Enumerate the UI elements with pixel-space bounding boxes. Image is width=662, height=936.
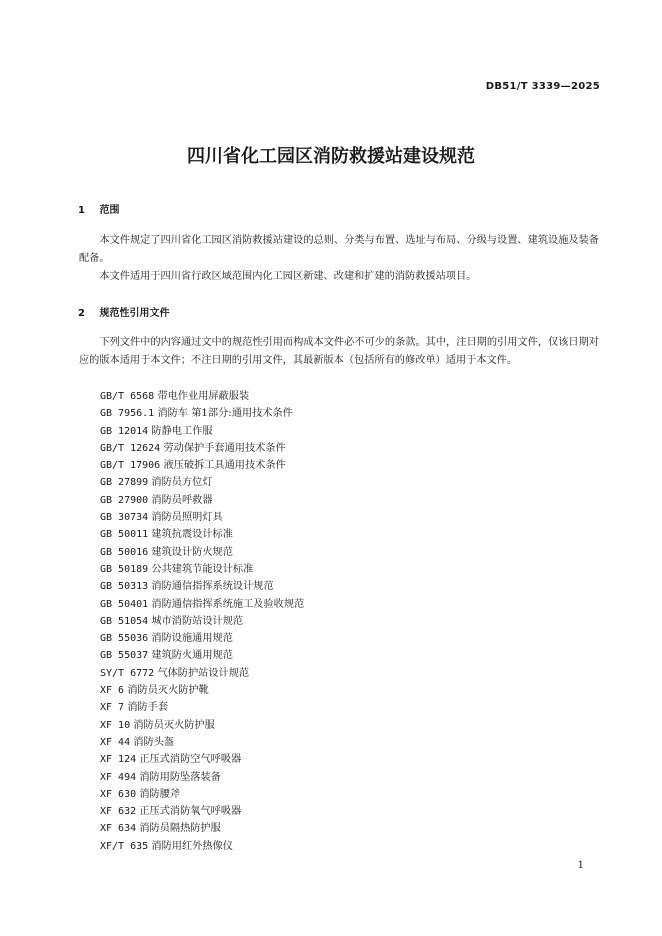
section-heading-normative-references <box>78 304 169 319</box>
reference-code: GB 12014 <box>100 425 149 437</box>
reference-code: GB 51054 <box>100 615 149 627</box>
reference-item <box>100 751 304 768</box>
reference-title: 消防手套 <box>127 702 169 714</box>
reference-code: SY/T 6772 <box>100 667 155 679</box>
reference-title: 消防用防坠落装备 <box>139 771 221 783</box>
reference-item <box>100 388 304 405</box>
scope-paragraph-1: 本文件规定了四川省化工园区消防救援站建设的总则、分类与布置、选址与布局、分级与设置、建筑设施及装备配备。 <box>79 235 599 264</box>
reference-title: 消防车 第1部分:通用技术条件 <box>157 408 293 420</box>
reference-item <box>100 682 304 699</box>
reference-title: 消防员呼救器 <box>151 494 213 506</box>
reference-code: GB/T 17906 <box>100 460 161 472</box>
reference-code: XF/T 635 <box>100 840 149 852</box>
section-title: 规范性引用文件 <box>99 308 170 319</box>
reference-item <box>100 578 304 595</box>
scope-paragraph-2: 本文件适用于四川省行政区域范围内化工园区新建、改建和扩建的消防救援站项目。 <box>99 271 477 282</box>
reference-code: GB 27900 <box>100 494 149 506</box>
reference-item <box>100 803 304 820</box>
reference-item <box>100 717 304 734</box>
reference-item <box>100 405 304 422</box>
reference-code: GB 55037 <box>100 650 149 662</box>
page-number: 1 <box>577 860 584 871</box>
reference-code: XF 124 <box>100 754 137 766</box>
reference-title: 建筑设计防火规范 <box>151 546 233 558</box>
reference-title: 消防设施通用规范 <box>151 633 233 645</box>
reference-title: 建筑防火通用规范 <box>151 650 233 662</box>
reference-list <box>100 388 304 855</box>
section-heading-scope <box>78 201 119 216</box>
reference-code: GB 7956.1 <box>100 408 155 420</box>
reference-code: GB 50401 <box>100 598 149 610</box>
section-number: 1 <box>78 205 85 216</box>
reference-code: GB/T 6568 <box>100 391 155 402</box>
reference-title: 防静电工作服 <box>151 425 213 437</box>
reference-title: 带电作业用屏蔽服装 <box>157 391 250 402</box>
reference-code: XF 632 <box>100 806 137 818</box>
reference-code: XF 6 <box>100 685 125 697</box>
reference-title: 消防腰斧 <box>139 788 181 800</box>
reference-item <box>100 596 304 613</box>
reference-title: 气体防护站设计规范 <box>157 667 250 679</box>
reference-title: 消防员灭火防护靴 <box>127 685 209 697</box>
reference-title: 消防通信指挥系统施工及验收规范 <box>151 598 305 610</box>
reference-code: GB 27899 <box>100 477 149 489</box>
reference-item <box>100 665 304 682</box>
page-title: 四川省化工园区消防救援站建设规范 <box>187 146 475 167</box>
reference-item <box>100 492 304 509</box>
reference-code: GB 30734 <box>100 512 149 524</box>
reference-code: GB/T 12624 <box>100 442 161 454</box>
reference-title: 公共建筑节能设计标准 <box>151 563 254 575</box>
reference-title: 消防员隔热防护服 <box>139 823 221 835</box>
reference-item <box>100 630 304 647</box>
section-title: 范围 <box>99 205 120 216</box>
reference-item <box>100 613 304 630</box>
reference-title: 正压式消防氧气呼吸器 <box>139 806 242 818</box>
section-number: 2 <box>78 308 85 319</box>
reference-title: 劳动保护手套通用技术条件 <box>163 442 286 454</box>
reference-item <box>100 423 304 440</box>
reference-item <box>100 561 304 578</box>
reference-item <box>100 734 304 751</box>
reference-item <box>100 838 304 855</box>
reference-code: GB 50189 <box>100 563 149 575</box>
reference-title: 城市消防站设计规范 <box>151 615 244 627</box>
reference-item <box>100 474 304 491</box>
reference-title: 消防员方位灯 <box>151 477 213 489</box>
reference-title: 建筑抗震设计标准 <box>151 529 233 541</box>
reference-item <box>100 820 304 837</box>
references-intro-paragraph: 下列文件中的内容通过文中的规范性引用而构成本文件必不可少的条款。其中，注日期的引用文件，仅该日期对应的版本适用于本文件；不注日期的引用文件，其最新版本（包括所有的修改单）适用于本文件。 <box>79 337 599 366</box>
reference-item <box>100 509 304 526</box>
reference-code: XF 630 <box>100 788 137 800</box>
standard-number: DB51/T 3339—2025 <box>485 81 600 92</box>
reference-title: 消防员照明灯具 <box>151 512 223 524</box>
reference-code: XF 7 <box>100 702 125 714</box>
reference-item <box>100 699 304 716</box>
reference-title: 消防通信指挥系统设计规范 <box>151 581 274 593</box>
reference-title: 消防员灭火防护服 <box>133 719 215 731</box>
reference-item <box>100 769 304 786</box>
reference-code: GB 50011 <box>100 529 149 541</box>
reference-item <box>100 647 304 664</box>
reference-item <box>100 544 304 561</box>
reference-code: XF 494 <box>100 771 137 783</box>
reference-code: XF 634 <box>100 823 137 835</box>
reference-code: XF 44 <box>100 736 131 748</box>
reference-code: GB 50313 <box>100 581 149 593</box>
reference-title: 消防用红外热像仪 <box>151 840 233 852</box>
reference-code: GB 55036 <box>100 633 149 645</box>
reference-title: 正压式消防空气呼吸器 <box>139 754 242 766</box>
reference-item <box>100 457 304 474</box>
reference-code: GB 50016 <box>100 546 149 558</box>
reference-title: 液压破拆工具通用技术条件 <box>163 460 286 472</box>
reference-code: XF 10 <box>100 719 131 731</box>
reference-item <box>100 440 304 457</box>
reference-title: 消防头盔 <box>133 736 175 748</box>
reference-item <box>100 526 304 543</box>
reference-item <box>100 786 304 803</box>
